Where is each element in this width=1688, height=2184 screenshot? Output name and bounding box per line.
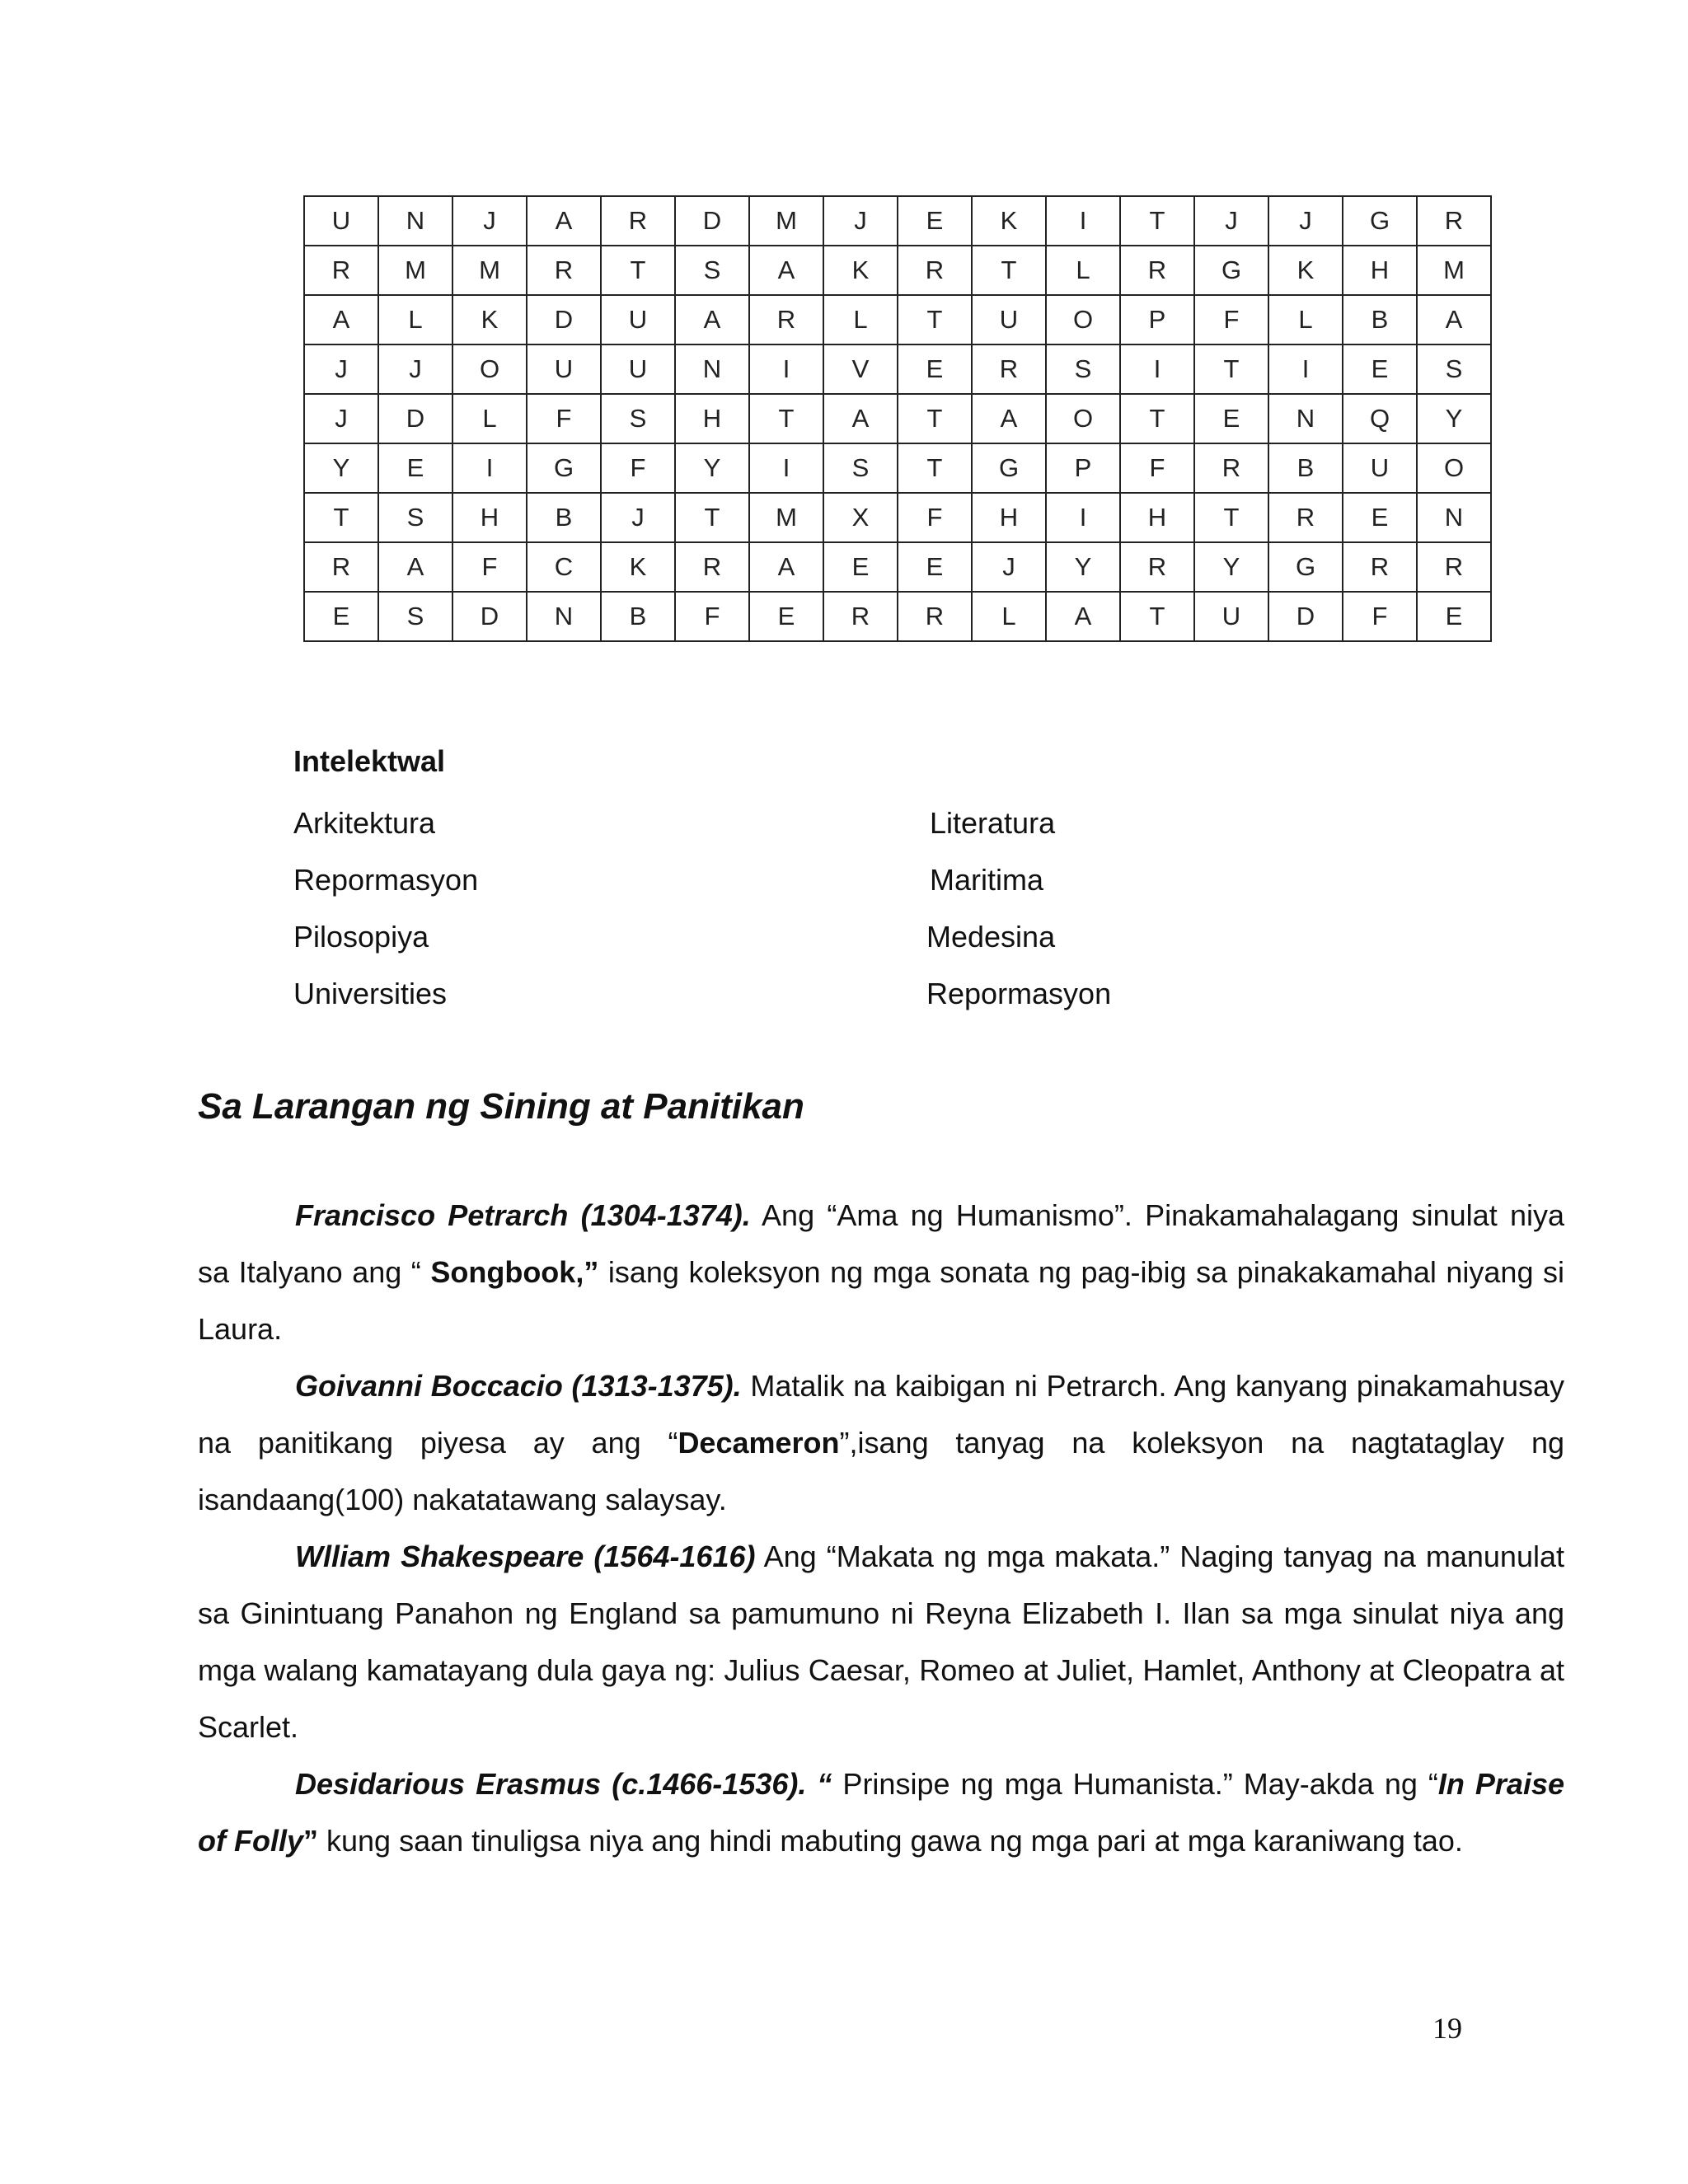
grid-cell: E (1417, 592, 1491, 641)
grid-cell: I (749, 443, 823, 493)
grid-cell: L (1268, 295, 1343, 344)
grid-cell: R (1417, 542, 1491, 592)
grid-cell: O (1046, 394, 1120, 443)
grid-cell: T (898, 295, 972, 344)
person-name: Wlliam Shakespeare (1564-1616) (295, 1540, 756, 1573)
grid-cell: U (1194, 592, 1268, 641)
grid-cell: E (749, 592, 823, 641)
grid-cell: H (675, 394, 749, 443)
grid-row (304, 295, 1491, 344)
grid-cell: Q (1343, 394, 1417, 443)
person-name: Desidarious Erasmus (c.1466-1536). “ (295, 1767, 832, 1801)
grid-cell: J (972, 542, 1046, 592)
grid-cell: E (1343, 493, 1417, 542)
grid-cell: A (378, 542, 452, 592)
grid-cell: A (1417, 295, 1491, 344)
grid-cell: I (1046, 196, 1120, 246)
word-list-item: Pilosopiya (293, 920, 429, 954)
grid-row (304, 246, 1491, 295)
grid-cell: T (1194, 344, 1268, 394)
grid-cell: F (675, 592, 749, 641)
grid-cell: K (1268, 246, 1343, 295)
grid-cell: R (1194, 443, 1268, 493)
grid-cell: Y (304, 443, 378, 493)
grid-cell: C (527, 542, 601, 592)
grid-cell: O (452, 344, 527, 394)
grid-cell: Y (1194, 542, 1268, 592)
grid-row (304, 542, 1491, 592)
paragraph-shakespeare: Wlliam Shakespeare (1564-1616) Ang “Makata ng mga makata.” Naging tanyag na manunulat sa Ginintuang Panahon ng England sa pamumuno ni Reyna Elizabeth I. Ilan sa mga sinulat niya ang mga walang kamatayang dula gaya ng: Julius Caesar, Romeo at Juliet, Hamlet, Anthony at Cleopatra at Scarlet. (198, 1540, 1565, 1744)
grid-cell: Y (675, 443, 749, 493)
grid-row (304, 493, 1491, 542)
grid-cell: J (304, 344, 378, 394)
word-list-item: Literatura (930, 806, 1056, 840)
grid-row (304, 592, 1491, 641)
grid-cell: L (1046, 246, 1120, 295)
word-list-item: Medesina (926, 920, 1056, 954)
grid-cell: X (823, 493, 898, 542)
grid-cell: R (304, 542, 378, 592)
grid-cell: E (1194, 394, 1268, 443)
grid-cell: K (823, 246, 898, 295)
grid-cell: E (1343, 344, 1417, 394)
section-title: Sa Larangan ng Sining at Panitikan (198, 1086, 804, 1127)
grid-cell: R (823, 592, 898, 641)
grid-cell: T (972, 246, 1046, 295)
person-name: Francisco Petrarch (1304-1374). (295, 1198, 751, 1232)
grid-cell: U (1343, 443, 1417, 493)
grid-cell: I (452, 443, 527, 493)
grid-cell: A (675, 295, 749, 344)
grid-cell: J (378, 344, 452, 394)
grid-cell: T (601, 246, 675, 295)
grid-cell: E (898, 344, 972, 394)
grid-cell: F (898, 493, 972, 542)
grid-cell: I (1120, 344, 1194, 394)
grid-cell: T (1120, 592, 1194, 641)
grid-cell: S (601, 394, 675, 443)
word-list-item: Repormasyon (293, 863, 479, 897)
grid-cell: G (1343, 196, 1417, 246)
grid-cell: S (378, 493, 452, 542)
grid-cell: S (823, 443, 898, 493)
grid-cell: T (898, 443, 972, 493)
grid-cell: A (749, 542, 823, 592)
grid-cell: E (898, 542, 972, 592)
grid-cell: R (749, 295, 823, 344)
grid-cell: N (675, 344, 749, 394)
grid-cell: U (601, 344, 675, 394)
grid-cell: O (1046, 295, 1120, 344)
grid-cell: H (452, 493, 527, 542)
grid-cell: D (378, 394, 452, 443)
grid-cell: A (304, 295, 378, 344)
grid-cell: T (749, 394, 823, 443)
grid-cell: A (823, 394, 898, 443)
word-list-item: Maritima (930, 863, 1044, 897)
grid-cell: L (972, 592, 1046, 641)
grid-row (304, 443, 1491, 493)
grid-cell: A (972, 394, 1046, 443)
grid-cell: G (972, 443, 1046, 493)
grid-cell: U (601, 295, 675, 344)
body-text (198, 1187, 1564, 1869)
grid-cell: T (675, 493, 749, 542)
grid-cell: R (972, 344, 1046, 394)
grid-cell: V (823, 344, 898, 394)
grid-cell: Y (1417, 394, 1491, 443)
grid-cell: E (304, 592, 378, 641)
grid-cell: T (304, 493, 378, 542)
word-search-grid (303, 195, 1492, 642)
word-list-item: Repormasyon (926, 977, 1112, 1010)
grid-cell: K (601, 542, 675, 592)
grid-cell: R (1417, 196, 1491, 246)
paragraph-boccacio: Goivanni Boccacio (1313-1375). Matalik na kaibigan ni Petrarch. Ang kanyang pinakamahusay na panitikang piyesa ay ang “Decameron”,isang tanyag na koleksyon na nagtataglay ng isandaang(100) nakatatawang salaysay. (198, 1369, 1564, 1516)
grid-row (304, 344, 1491, 394)
grid-cell: K (452, 295, 527, 344)
grid-cell: M (749, 493, 823, 542)
paragraph-petrarch: Francisco Petrarch (1304-1374). Ang “Ama ng Humanismo”. Pinakamahalagang sinulat niya sa Italyano ang “ Songbook,” isang koleksyon ng mga sonata ng pag-ibig sa pinakakamahal niyang si Laura. (198, 1198, 1564, 1346)
grid-cell: T (1120, 394, 1194, 443)
grid-cell: R (1120, 542, 1194, 592)
grid-cell: D (452, 592, 527, 641)
grid-cell: F (601, 443, 675, 493)
grid-cell: J (452, 196, 527, 246)
word-list-title: Intelektwal (293, 744, 446, 778)
grid-cell: L (823, 295, 898, 344)
grid-cell: I (749, 344, 823, 394)
word-list-item: Arkitektura (293, 806, 436, 840)
grid-cell: R (304, 246, 378, 295)
grid-row (304, 394, 1491, 443)
grid-cell: F (452, 542, 527, 592)
grid-cell: A (749, 246, 823, 295)
grid-cell: H (972, 493, 1046, 542)
grid-cell: S (675, 246, 749, 295)
grid-cell: N (527, 592, 601, 641)
grid-cell: G (1194, 246, 1268, 295)
page-number: 19 (1432, 2012, 1462, 2045)
grid-cell: N (1268, 394, 1343, 443)
grid-cell: I (1268, 344, 1343, 394)
grid-cell: N (1417, 493, 1491, 542)
grid-cell: U (304, 196, 378, 246)
grid-cell: F (1343, 592, 1417, 641)
grid-cell: J (823, 196, 898, 246)
grid-cell: H (1343, 246, 1417, 295)
grid-cell: K (972, 196, 1046, 246)
grid-cell: P (1046, 443, 1120, 493)
person-name: Goivanni Boccacio (1313-1375). (295, 1369, 742, 1403)
grid-cell: F (1194, 295, 1268, 344)
grid-cell: P (1120, 295, 1194, 344)
grid-cell: A (1046, 592, 1120, 641)
grid-cell: N (378, 196, 452, 246)
grid-cell: F (1120, 443, 1194, 493)
grid-cell: T (1120, 196, 1194, 246)
grid-cell: E (898, 196, 972, 246)
grid-cell: J (1268, 196, 1343, 246)
grid-cell: R (1343, 542, 1417, 592)
grid-cell: R (898, 592, 972, 641)
grid-cell: U (527, 344, 601, 394)
grid-cell: G (527, 443, 601, 493)
word-list-item: Universities (293, 977, 448, 1010)
grid-cell: D (1268, 592, 1343, 641)
grid-cell: H (1120, 493, 1194, 542)
grid-cell: E (823, 542, 898, 592)
grid-cell: I (1046, 493, 1120, 542)
grid-cell: D (527, 295, 601, 344)
grid-cell: B (527, 493, 601, 542)
grid-cell: J (1194, 196, 1268, 246)
grid-cell: T (1194, 493, 1268, 542)
grid-cell: M (452, 246, 527, 295)
grid-cell: B (1343, 295, 1417, 344)
grid-cell: M (1417, 246, 1491, 295)
grid-cell: E (378, 443, 452, 493)
grid-cell: S (378, 592, 452, 641)
grid-cell: R (1268, 493, 1343, 542)
grid-cell: Y (1046, 542, 1120, 592)
grid-cell: J (601, 493, 675, 542)
grid-cell: S (1417, 344, 1491, 394)
grid-cell: S (1046, 344, 1120, 394)
grid-cell: R (898, 246, 972, 295)
grid-cell: O (1417, 443, 1491, 493)
grid-cell: D (675, 196, 749, 246)
grid-cell: F (527, 394, 601, 443)
grid-cell: J (304, 394, 378, 443)
grid-cell: R (1120, 246, 1194, 295)
grid-row (304, 196, 1491, 246)
grid-cell: L (378, 295, 452, 344)
grid-cell: R (601, 196, 675, 246)
grid-cell: B (1268, 443, 1343, 493)
grid-cell: R (675, 542, 749, 592)
grid-cell: A (527, 196, 601, 246)
grid-cell: L (452, 394, 527, 443)
grid-cell: U (972, 295, 1046, 344)
paragraph-erasmus: Desidarious Erasmus (c.1466-1536). “ Prinsipe ng mga Humanista.” May-akda ng “In Praise of Folly” kung saan tinuligsa niya ang hindi mabuting gawa ng mga pari at mga karaniwang tao. (198, 1767, 1564, 1858)
grid-cell: T (898, 394, 972, 443)
grid-cell: M (749, 196, 823, 246)
grid-cell: M (378, 246, 452, 295)
grid-cell: R (527, 246, 601, 295)
grid-cell: G (1268, 542, 1343, 592)
grid-cell: B (601, 592, 675, 641)
